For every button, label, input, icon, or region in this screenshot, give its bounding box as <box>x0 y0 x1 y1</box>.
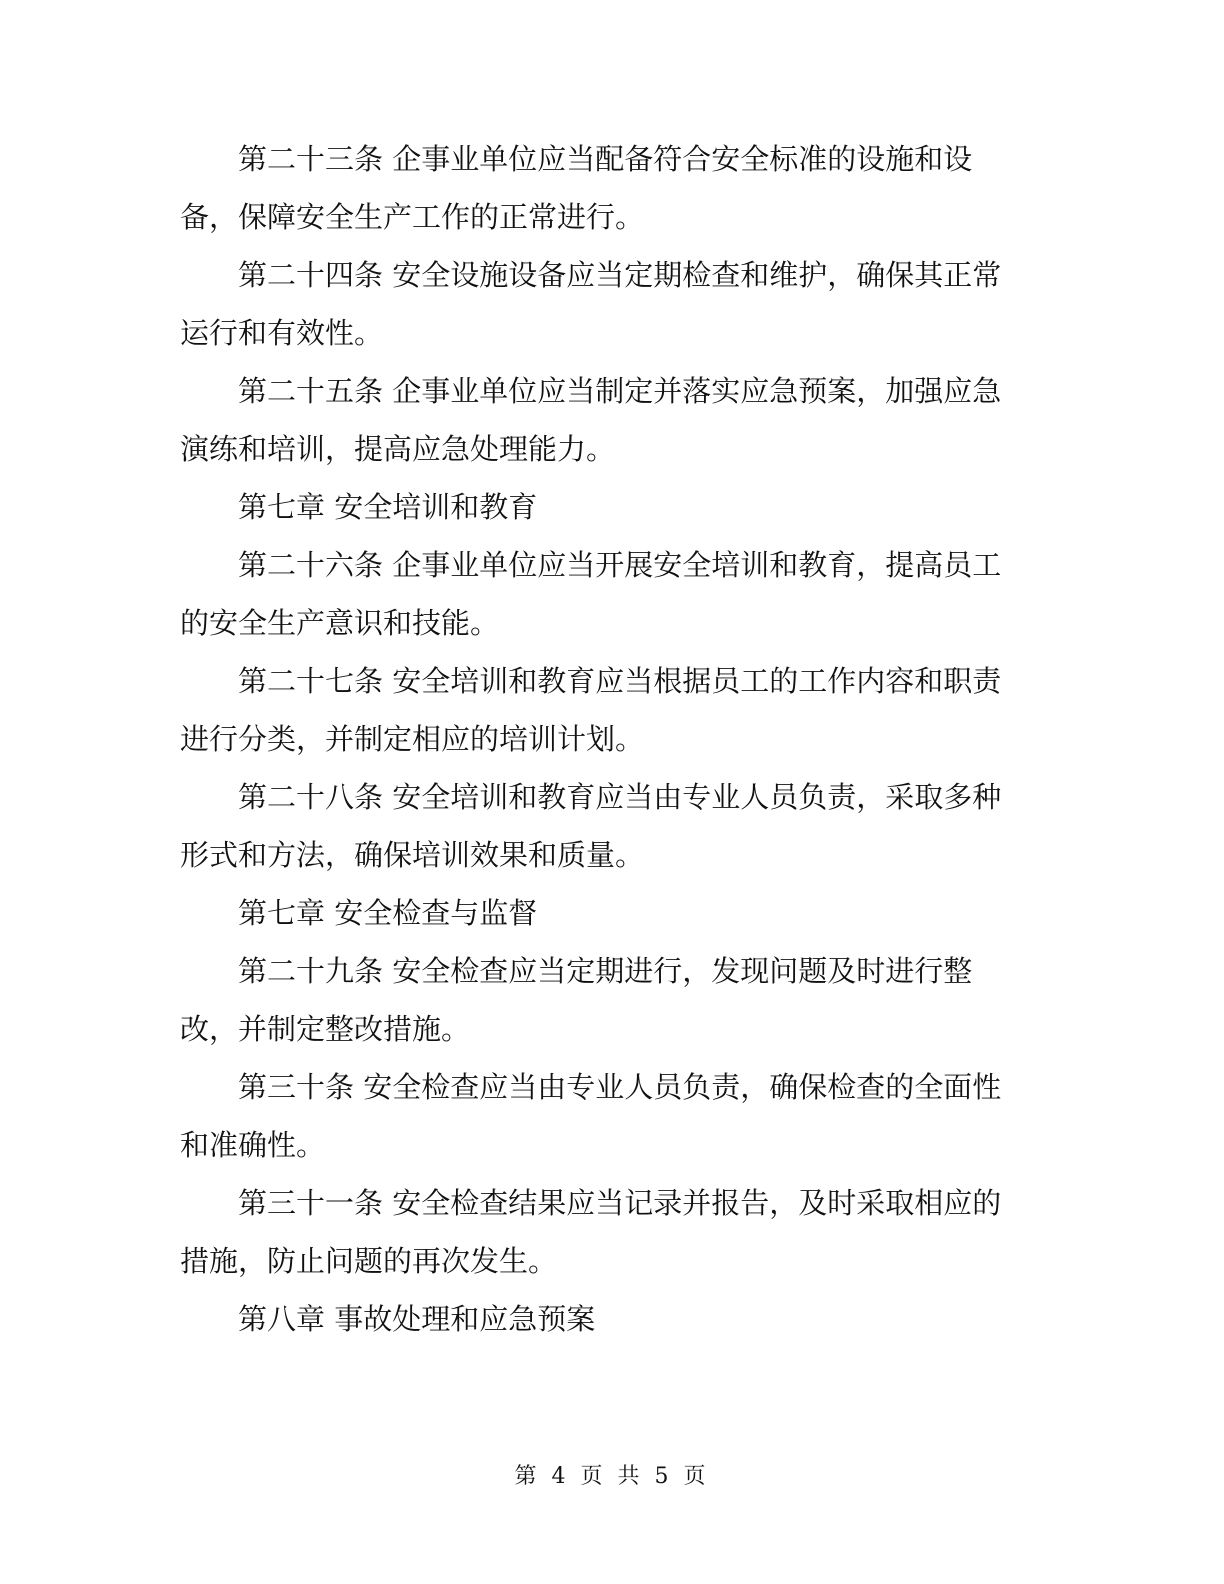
article-27: 第二十七条 安全培训和教育应当根据员工的工作内容和职责进行分类，并制定相应的培训计划。 <box>180 664 1002 756</box>
article-25: 第二十五条 企事业单位应当制定并落实应急预案，加强应急演练和培训，提高应急处理能力。 <box>180 374 1002 466</box>
article-23: 第二十三条 企事业单位应当配备符合安全标准的设施和设备，保障安全生产工作的正常进行。 <box>180 142 973 234</box>
article-30: 第三十条 安全检查应当由专业人员负责，确保检查的全面性和准确性。 <box>180 1070 1002 1162</box>
article-26: 第二十六条 企事业单位应当开展安全培训和教育，提高员工的安全生产意识和技能。 <box>180 548 1002 640</box>
article-29: 第二十九条 安全检查应当定期进行，发现问题及时进行整改，并制定整改措施。 <box>180 954 973 1046</box>
article-28: 第二十八条 安全培训和教育应当由专业人员负责，采取多种形式和方法，确保培训效果和质量。 <box>180 780 1002 872</box>
document-body <box>180 130 1030 1348</box>
article-31: 第三十一条 安全检查结果应当记录并报告，及时采取相应的措施，防止问题的再次发生。 <box>180 1186 1002 1278</box>
chapter-heading: 第七章 安全检查与监督 <box>238 896 538 930</box>
chapter-heading: 第七章 安全培训和教育 <box>238 490 538 524</box>
page-number-footer: 第 4 页 共 5 页 <box>514 1464 710 1489</box>
chapter-heading: 第八章 事故处理和应急预案 <box>238 1302 596 1336</box>
article-24: 第二十四条 安全设施设备应当定期检查和维护，确保其正常运行和有效性。 <box>180 258 1002 350</box>
